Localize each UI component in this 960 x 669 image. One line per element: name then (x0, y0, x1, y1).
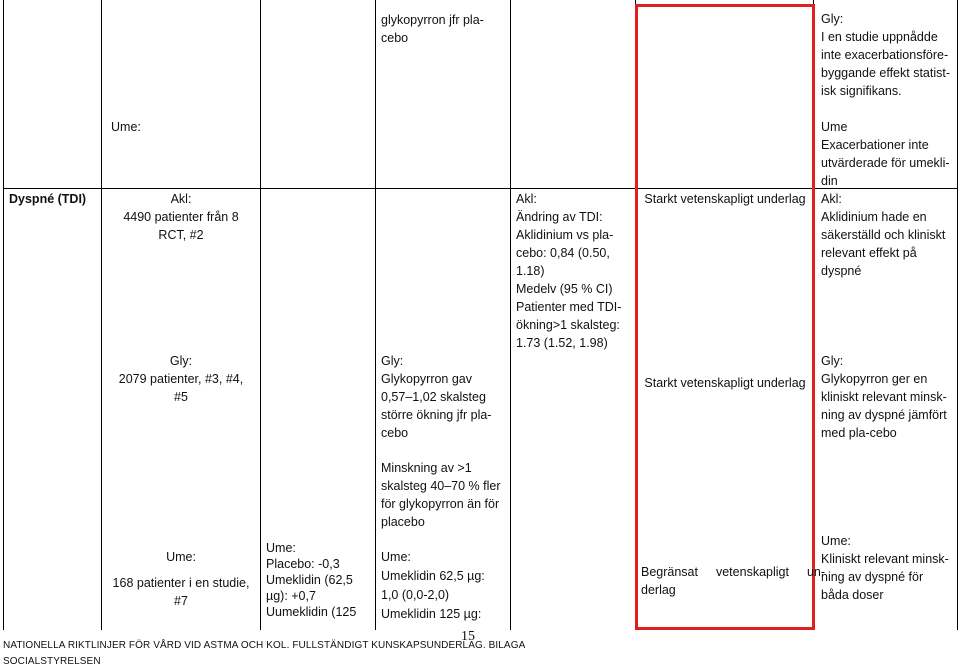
ume-evidence: Begränsat vetenskapligt un- derlag (641, 565, 826, 597)
gly-result: Gly: Glykopyrron gav 0,57–1,02 skalsteg större ökning jfr pla- cebo (381, 354, 492, 440)
gly-studies: Gly: 2079 patienter, #3, #4, #5 (118, 354, 244, 404)
page-number: 15 (461, 629, 475, 644)
table-line (101, 0, 102, 630)
ume-result: Ume: Umeklidin 62,5 µg: 1,0 (0,0-2,0) Umeklidin 125 µg: (381, 550, 485, 621)
outcome-label: Dyspné (TDI) (9, 192, 87, 206)
table-line (957, 0, 958, 630)
table-line (510, 0, 511, 630)
akl-studies: Akl: 4490 patienter från 8 RCT, #2 (123, 192, 239, 242)
gly-evidence: Starkt vetenskapligt underlag (644, 376, 806, 390)
table-line (3, 0, 4, 630)
row0-col3: glykopyrron jfr pla- cebo (381, 13, 484, 45)
ume-studies: Ume: 168 patienter i en studie, #7 (112, 550, 250, 608)
akl-result: Akl: Ändring av TDI: Aklidinium vs pla- cebo: 0,84 (0.50, 1.18) Medelv (95 % CI) Patienter med TDI- ökning>1 skalsteg: 1.73 (1.52, 1.98) (516, 192, 622, 350)
row1-col7: Ume Exacerbationer inte utvärderade för umekli- din (821, 120, 950, 188)
row1-col1: Ume: (111, 120, 141, 134)
akl-conclusion: Akl: Aklidinium hade en säkerställd och kliniskt relevant effekt på dyspné (821, 192, 946, 278)
footer-line1: NATIONELLA RIKTLINJER FÖR VÅRD VID ASTMA OCH KOL. FULLSTÄNDIGT KUNSKAPSUNDERLAG. BILAGA (3, 640, 526, 651)
table-line (260, 0, 261, 630)
ume-conclusion: Ume: Kliniskt relevant minsk- ning av dyspné för båda doser (821, 534, 949, 602)
gly-extra: Minskning av >1 skalsteg 40–70 % fler för glykopyrron än för placebo (381, 461, 501, 529)
ume-dose: Ume: Placebo: -0,3 Umeklidin (62,5 µg): +0,7 Uumeklidin (125 (266, 541, 357, 619)
akl-evidence: Starkt vetenskapligt underlag (644, 192, 806, 206)
row0-col7: Gly: I en studie uppnådde inte exacerbationsföre- byggande effekt statist- isk signifikans. (821, 12, 951, 98)
table-line (375, 0, 376, 630)
evidence-column-highlight (635, 4, 815, 630)
footer-line2: SOCIALSTYRELSEN (3, 656, 101, 667)
gly-conclusion: Gly: Glykopyrron ger en kliniskt relevant minsk- ning av dyspné jämfört med pla-cebo (821, 354, 947, 440)
